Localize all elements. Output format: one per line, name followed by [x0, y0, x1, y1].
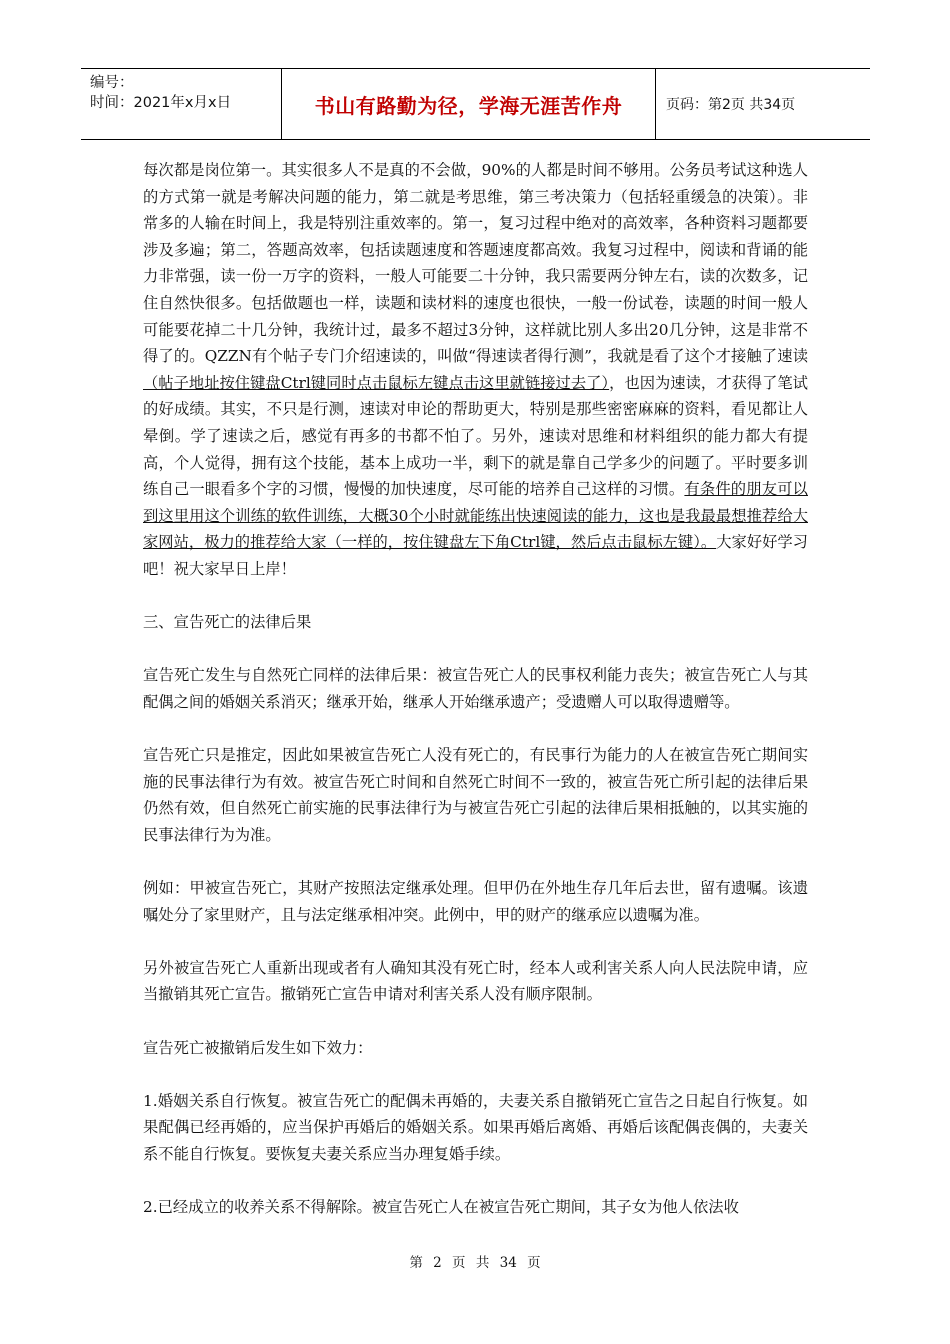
number-label: 编号： — [90, 75, 134, 91]
paragraph: 宣告死亡只是推定，因此如果被宣告死亡人没有死亡的，有民事行为能力的人在被宣告死亡期间实施的民事法律行为有效。被宣告死亡时间和自然死亡时间不一致的，被宣告死亡所引起的法律后果仍然有效，但自然死亡前实施的民事法律行为与被宣告死亡引起的法律后果相抵触的，以其实施的民事法律行为为准。 — [143, 746, 808, 844]
date-label: 时间：2021年x月x日 — [90, 95, 232, 111]
paragraph-text: 每次都是岗位第一。其实很多人不是真的不会做，90%的人都是时间不够用。公务员考试这种选人的方式第一就是考解决问题的能力，第二就是考思维，第三考决策力（包括轻重缓急的决策）。非常多的人输在时间上，我是特别注重效率的。第一，复习过程中绝对的高效率，各种资料习题都要涉及多遍；第二，答题高效率，包括读题速度和答题速度都高效。我复习过程中，阅读和背诵的能力非常强，读一份一万字的资料，一般人可能要二十分钟，我只需要两分钟左右，读的次数多，记住自然快很多。包括做题也一样，读题和读材料的速度也很快，一般一份试卷，读题的时间一般人可能要花掉二十几分钟，我统计过，最多不超过3分钟，这样就比别人多出20几分钟，这是非常不得了的。QZZN有个帖子专门介绍速读的，叫做“得速读者得行测”，我就是看了这个才接触了速读 — [143, 161, 808, 366]
forum-link[interactable]: （帖子地址按住键盘Ctrl键同时点击鼠标左键点击这里就链接过去了） — [143, 373, 610, 392]
header-meta — [81, 69, 282, 139]
paragraph-text: ，也因为速读，才获得了笔试的好成绩。其实，不只是行测，速读对申论的帮助更大，特别是那些密密麻麻的资料，看见都让人晕倒。学了速读之后，感觉有再多的书都不怕了。另外，速读对思维和材料组织的能力都大有提高，个人觉得，拥有这个技能，基本上成功一半，剩下的就是靠自己学多少的问题了。平时要多训练自己一眼看多个字的习惯，慢慢的加快速度，尽可能的培养自己这样的习惯。 — [143, 373, 808, 499]
paragraph: 另外被宣告死亡人重新出现或者有人确知其没有死亡时，经本人或利害关系人向人民法院申请，应当撤销其死亡宣告。撤销死亡宣告申请对利害关系人没有顺序限制。 — [143, 958, 808, 1004]
paragraph: 1.婚姻关系自行恢复。被宣告死亡的配偶未再婚的，夫妻关系自撤销死亡宣告之日起自行恢复。如果配偶已经再婚的，应当保护再婚后的婚姻关系。如果再婚后离婚、再婚后该配偶丧偶的，夫妻关系不能自行恢复。要恢复夫妻关系应当办理复婚手续。 — [143, 1091, 808, 1163]
paragraph-speed-reading — [143, 157, 808, 583]
paragraph: 宣告死亡被撤销后发生如下效力： — [143, 1038, 373, 1057]
document-body — [143, 157, 808, 1247]
paragraph: 宣告死亡发生与自然死亡同样的法律后果：被宣告死亡人的民事权利能力丧失；被宣告死亡人与其配偶之间的婚姻关系消灭；继承开始，继承人开始继承遗产；受遗赠人可以取得遗赠等。 — [143, 666, 808, 711]
section-heading: 三、宣告死亡的法律后果 — [143, 613, 312, 632]
training-site-link[interactable]: 有条件的朋友可以到这里用这个训练的软件训练，大概30个小时就能练出快速阅读的能力，这也是我最最想推荐给大家网站，极力的推荐给大家（一样的，按住键盘左下角Ctrl键，然后点击鼠标左键）。 — [143, 480, 808, 552]
paragraph-text: 大家好好学习吧！祝大家早日上岸！ — [143, 533, 808, 578]
paragraph: 2.已经成立的收养关系不得解除。被宣告死亡人在被宣告死亡期间，其子女为他人依法收 — [143, 1198, 739, 1217]
header-page-label: 页码：第2页 共34页 — [666, 97, 796, 113]
page-footer: 第 2 页 共 34 页 — [409, 1255, 541, 1271]
header-motto: 书山有路勤为径，学海无涯苦作舟 — [282, 69, 656, 139]
paragraph: 例如：甲被宣告死亡，其财产按照法定继承处理。但甲仍在外地生存几年后去世，留有遗嘱。该遗嘱处分了家里财产，且与法定继承相冲突。此例中，甲的财产的继承应以遗嘱为准。 — [143, 879, 808, 924]
page-header — [81, 68, 870, 140]
